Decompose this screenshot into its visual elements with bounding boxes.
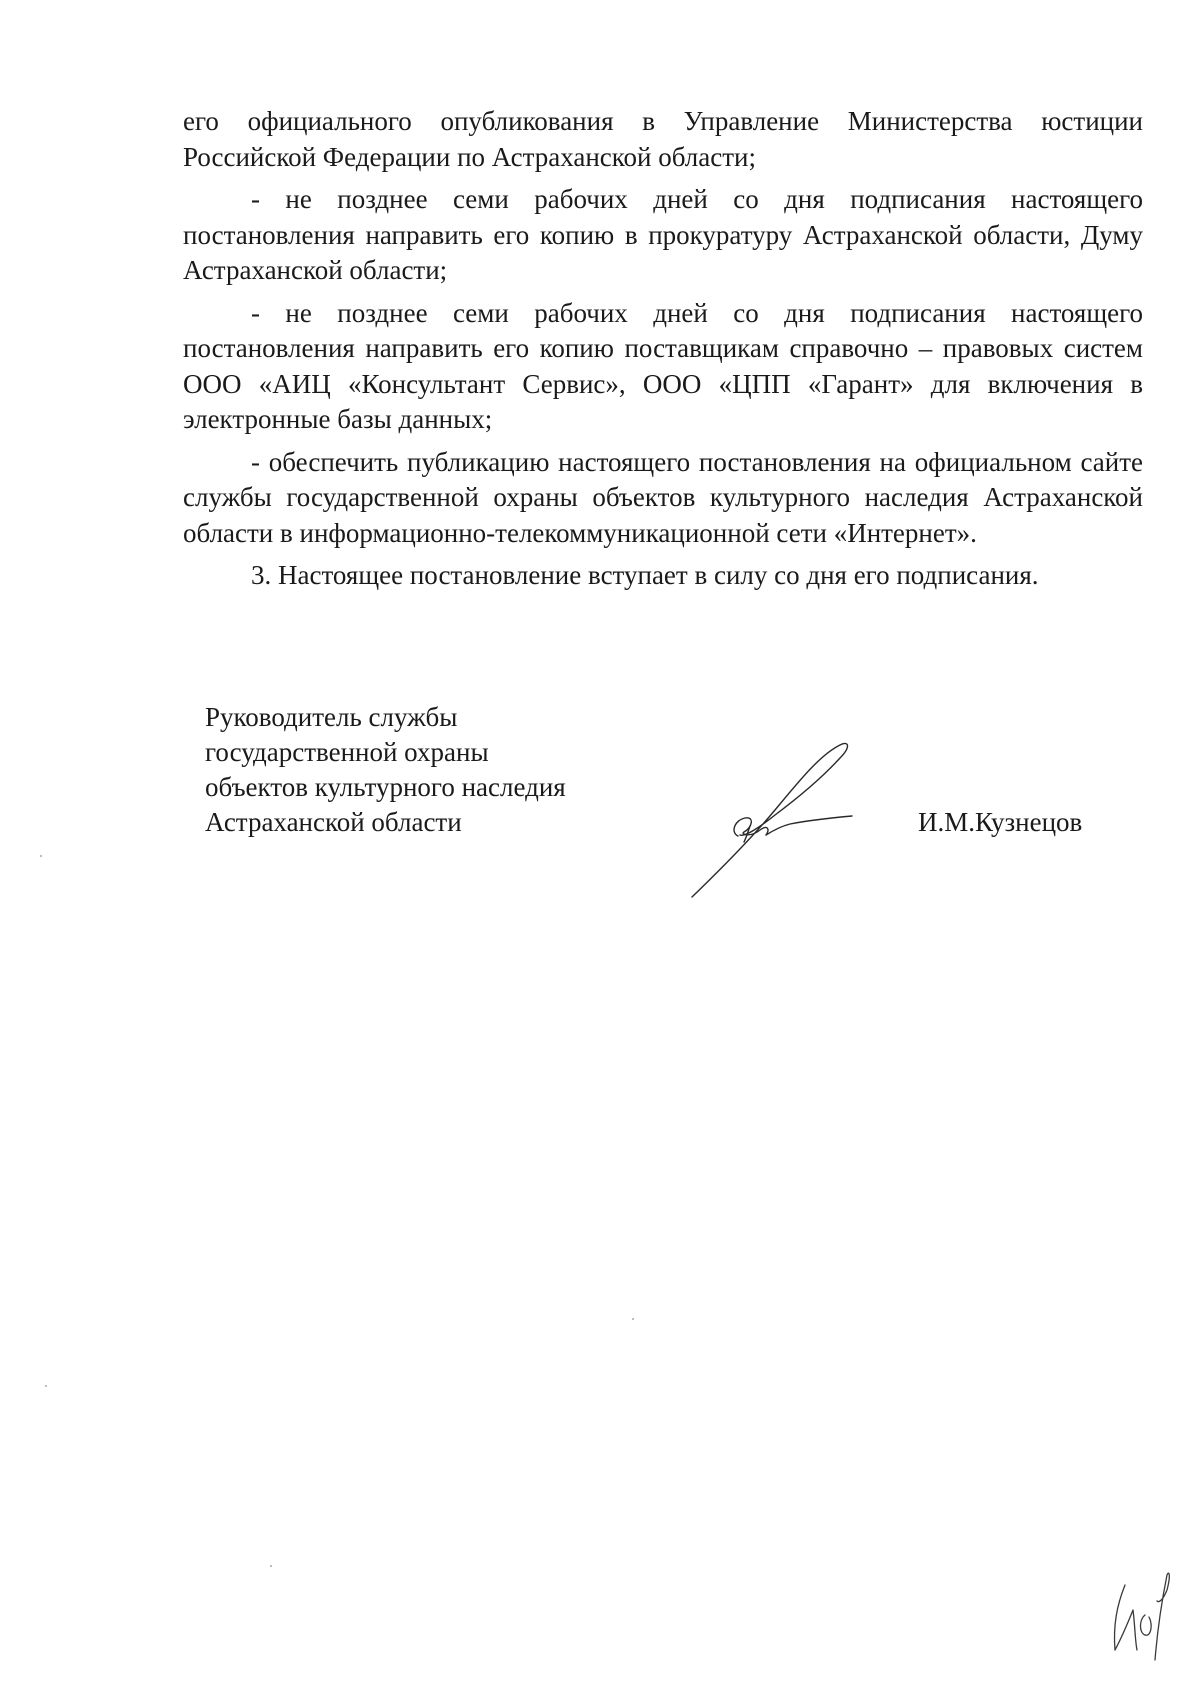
position-line: государственной охраны xyxy=(205,737,489,767)
scan-speck xyxy=(632,1318,634,1320)
handwritten-signature xyxy=(690,740,920,900)
paragraph-item-legal-systems: - не позднее семи рабочих дней со дня подписания настоящего постановления направить его копию поставщикам справочно – правовых систем ООО «АИЦ «Консультант Сервис», ООО «ЦПП «Гарант» для включения в электронные базы данных; xyxy=(183,297,1143,434)
scan-speck xyxy=(40,855,42,857)
scan-speck xyxy=(45,1385,47,1387)
position-line: объектов культурного наследия xyxy=(205,772,566,802)
handwritten-initials xyxy=(1105,1565,1175,1665)
position-line: Астраханской области xyxy=(205,807,462,837)
document-body xyxy=(183,104,1143,601)
signatory-position xyxy=(205,700,566,840)
signatory-name: И.М.Кузнецов xyxy=(918,807,1083,837)
scan-speck xyxy=(270,1565,272,1567)
position-line: Руководитель службы xyxy=(205,702,458,732)
paragraph-effective-date: 3. Настоящее постановление вступает в силу со дня его подписания. xyxy=(251,560,1039,590)
paragraph-item-prosecutor: - не позднее семи рабочих дней со дня подписания настоящего постановления направить его копию в прокуратуру Астраханской области, Думу Астраханской области; xyxy=(183,184,1143,285)
paragraph-item-publication: - обеспечить публикацию настоящего постановления на официальном сайте службы государственной охраны объектов культурного наследия Астраханской области в информационно-телекоммуникационной сети «Интернет». xyxy=(183,446,1143,548)
paragraph-continuation: его официального опубликования в Управление Министерства юстиции Российской Федерации по Астраханской области; xyxy=(183,106,1143,172)
